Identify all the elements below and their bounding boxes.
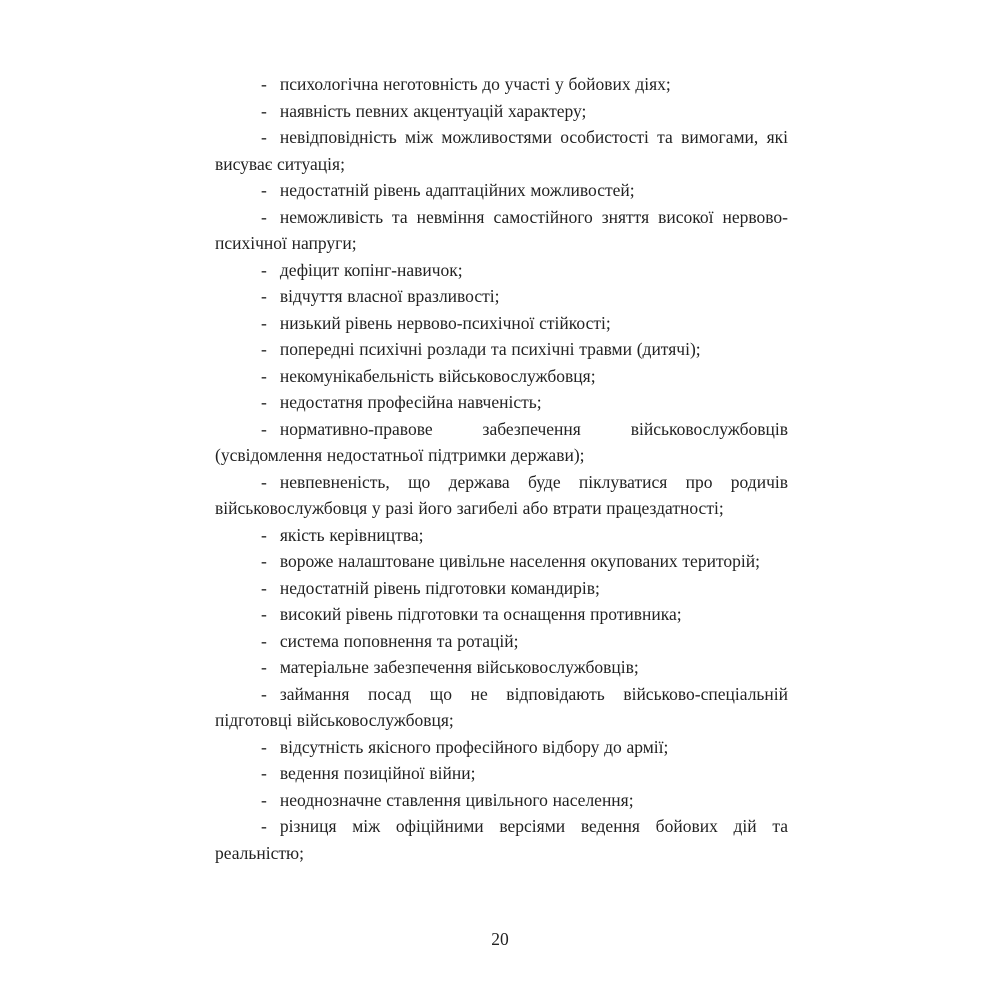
list-marker: - xyxy=(261,524,267,545)
list-item xyxy=(215,760,788,787)
list-marker: - xyxy=(261,736,267,757)
list-item-text: невпевненість, що держава буде піклуватися про родичів військовослужбовця у разі його загибелі або втрати працездатності; xyxy=(215,471,788,518)
list-marker: - xyxy=(261,312,267,333)
list-item-text: недостатній рівень адаптаційних можливостей; xyxy=(279,180,635,200)
page-number: 20 xyxy=(491,929,509,949)
list-marker: - xyxy=(261,657,267,677)
list-marker: - xyxy=(261,577,267,598)
list-item-text: недостатній рівень підготовки командирів; xyxy=(279,577,600,598)
list-item xyxy=(215,416,788,469)
list-marker: - xyxy=(261,127,267,147)
list-marker: - xyxy=(261,392,267,412)
list-item-text: займання посад що не відповідають військово-спеціальній підготовці військовослужбовця; xyxy=(215,683,788,730)
list-item-text: низький рівень нервово-психічної стійкості; xyxy=(279,312,611,333)
list-item-text: вороже налаштоване цивільне населення окупованих територій; xyxy=(279,551,760,571)
list-marker: - xyxy=(261,180,267,200)
list-marker: - xyxy=(261,683,267,704)
list-marker: - xyxy=(261,816,267,836)
list-item xyxy=(215,628,788,655)
list-item xyxy=(215,363,788,390)
list-item xyxy=(215,98,788,125)
list-item-text: психологічна неготовність до участі у бойових діях; xyxy=(279,74,671,94)
list-item-text: система поповнення та ротацій; xyxy=(279,630,519,651)
list-item-text: матеріальне забезпечення військовослужбовців; xyxy=(279,657,639,677)
list-marker: - xyxy=(261,551,267,571)
list-item-text: невідповідність між можливостями особистості та вимогами, які висуває ситуація; xyxy=(215,127,788,174)
list-item xyxy=(215,654,788,681)
list-marker: - xyxy=(261,604,267,624)
text-content xyxy=(215,71,788,866)
list-item xyxy=(215,522,788,549)
list-marker: - xyxy=(261,339,267,359)
list-item-text: попередні психічні розлади та психічні травми (дитячі); xyxy=(279,339,701,359)
list-item-text: відсутність якісного професійного відбору до армії; xyxy=(279,736,669,757)
list-marker: - xyxy=(261,74,267,94)
list-item-text: неможливість та невміння самостійного зняття високої нервово-психічної напруги; xyxy=(215,206,788,253)
list-item-text: відчуття власної вразливості; xyxy=(279,286,500,306)
list-item xyxy=(215,681,788,734)
list-item xyxy=(215,389,788,416)
list-item xyxy=(215,813,788,866)
list-item xyxy=(215,575,788,602)
list-item xyxy=(215,310,788,337)
list-item xyxy=(215,734,788,761)
list-marker: - xyxy=(261,286,267,306)
list-item-text: різниця між офіційними версіями ведення бойових дій та реальністю; xyxy=(215,816,788,863)
list-item xyxy=(215,177,788,204)
list-item-text: неоднозначне ставлення цивільного населення; xyxy=(279,789,634,810)
list-item xyxy=(215,469,788,522)
list-marker: - xyxy=(261,100,267,121)
list-item xyxy=(215,283,788,310)
list-marker: - xyxy=(261,789,267,810)
list-item xyxy=(215,601,788,628)
list-item xyxy=(215,124,788,177)
list-item xyxy=(215,204,788,257)
list-item-text: дефіцит копінг-навичок; xyxy=(279,259,463,280)
list-item-text: недостатня професійна навченість; xyxy=(279,392,542,412)
list-marker: - xyxy=(261,471,267,492)
list-item-text: високий рівень підготовки та оснащення противника; xyxy=(279,604,682,624)
list-marker: - xyxy=(261,418,267,439)
list-item xyxy=(215,257,788,284)
list-item xyxy=(215,548,788,575)
list-marker: - xyxy=(261,365,267,386)
list-item-text: якість керівництва; xyxy=(279,524,424,545)
list-item xyxy=(215,336,788,363)
list-item xyxy=(215,71,788,98)
list-item-text: наявність певних акцентуацій характеру; xyxy=(279,100,587,121)
list-marker: - xyxy=(261,259,267,280)
list-item-text: нормативно-правове забезпечення військовослужбовців (усвідомлення недостатньої підтримки держави); xyxy=(215,418,788,465)
list-marker: - xyxy=(261,206,267,227)
list-marker: - xyxy=(261,630,267,651)
list-item-text: ведення позиційної війни; xyxy=(279,763,476,783)
list-item xyxy=(215,787,788,814)
list-marker: - xyxy=(261,763,267,783)
list-item-text: некомунікабельність військовослужбовця; xyxy=(279,365,596,386)
